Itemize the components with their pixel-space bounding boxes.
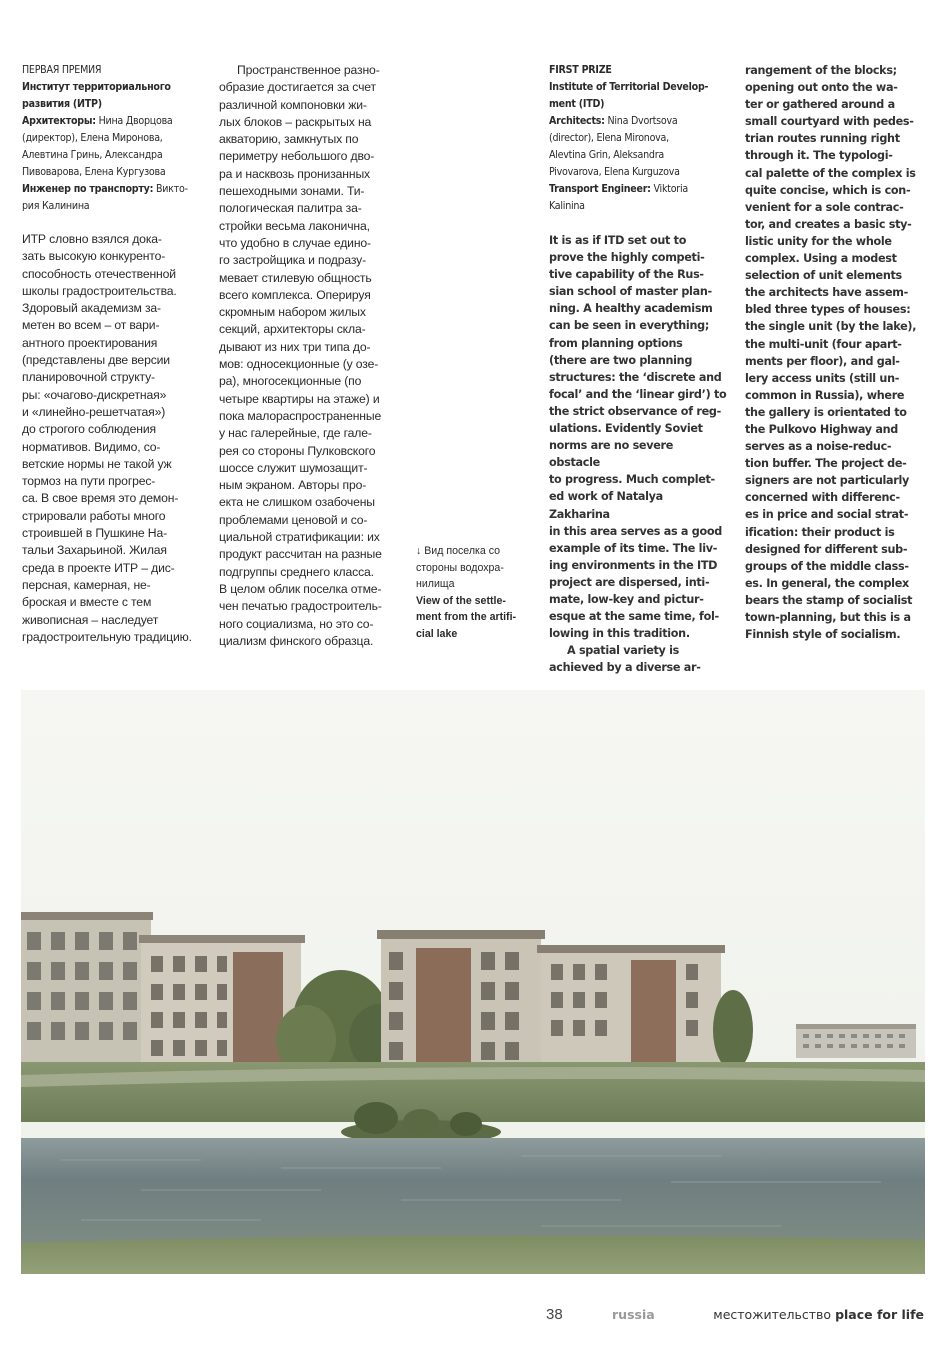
- text-line: Alevtina Grin, Aleksandra: [549, 149, 664, 161]
- text-line: ulations. Evidently Soviet: [549, 422, 703, 436]
- ru-credits: [22, 62, 202, 215]
- en-transport-label: Transport Engineer:: [549, 183, 651, 195]
- text-line: ments per floor), and gal-: [745, 354, 900, 368]
- running-title: [713, 1307, 924, 1322]
- text-line: продукт рассчитан на разные: [219, 547, 382, 562]
- text-line: ветские нормы не такой уж: [22, 456, 172, 471]
- text-line: groups of the middle class-: [745, 559, 909, 573]
- text-line: es. In general, the complex: [745, 576, 909, 590]
- text-line: шоссе служит шумозащит-: [219, 460, 368, 475]
- russian-column-1: [22, 62, 202, 646]
- text-line: броская и вместе с тем: [22, 595, 152, 610]
- text-line: Viktoria: [650, 183, 688, 195]
- text-line: tor, and creates a basic sty-: [745, 217, 912, 231]
- text-line: ter or gathered around a: [745, 98, 895, 112]
- text-line: акваторию, замкнутых по: [219, 132, 359, 147]
- text-line: ification: their product is: [745, 525, 895, 539]
- text-line: антного проектирования: [22, 335, 158, 350]
- en-transport: [549, 181, 727, 215]
- text-line: trian routes running right: [745, 132, 900, 146]
- text-line: common in Russia), where: [745, 388, 905, 402]
- text-line: живописная – наследует: [22, 612, 159, 627]
- text-line: the architects have assem-: [745, 286, 909, 300]
- text-line: ным экраном. Авторы про-: [219, 478, 367, 493]
- text-line: It is as if ITD set out to: [549, 234, 687, 247]
- text-line: градостроительную традицию.: [22, 629, 192, 644]
- en-paragraph-2: [745, 62, 927, 643]
- text-line: мов: односекционные (у озе-: [219, 357, 379, 372]
- text-line: ing environments in the ITD: [549, 558, 718, 572]
- text-line: тальи Захарьиной. Жилая: [22, 543, 167, 558]
- section-label: russia: [612, 1307, 655, 1322]
- text-line: quite concise, which is con-: [745, 183, 911, 197]
- text-line: среда в проекте ИТР – дис-: [22, 560, 175, 575]
- text-line: focal’ and the ‘linear gird’) to: [549, 387, 727, 401]
- text-line: тормоз на пути прогрес-: [22, 474, 156, 489]
- text-line: Finnish style of socialism.: [745, 628, 901, 642]
- running-title-ru: местожительство: [713, 1307, 832, 1322]
- text-line: ment from the artifi-: [416, 611, 517, 624]
- text-line: екта не слишком озабочены: [219, 495, 375, 510]
- en-credits: [549, 62, 727, 215]
- ru-paragraph-1: [22, 231, 202, 646]
- running-title-en: place for life: [835, 1307, 924, 1322]
- text-line: циальной стратификации: их: [219, 530, 380, 545]
- text-line: стройки весьма лаконична,: [219, 218, 370, 233]
- text-line: ↓ Вид поселка со: [416, 545, 501, 557]
- text-line: зать высокую конкуренто-: [22, 249, 166, 264]
- text-line: (представлены две версии: [22, 353, 170, 368]
- text-line: чен печатью градостроитель-: [219, 599, 382, 614]
- text-line: tive capability of the Rus-: [549, 268, 704, 282]
- text-line: Пространственное разно-: [237, 63, 380, 77]
- text-line: (директор), Елена Миронова,: [22, 132, 163, 144]
- text-line: Алевтина Гринь, Александра: [22, 149, 163, 161]
- ru-architects: [22, 113, 202, 181]
- text-line: bled three types of houses:: [745, 303, 911, 317]
- caption-en: [416, 593, 528, 643]
- text-line: различной компоновки жи-: [219, 97, 367, 112]
- ru-architects-label: Архитекторы:: [22, 115, 96, 127]
- text-line: the gallery is orientated to: [745, 405, 907, 419]
- text-line: sian school of master plan-: [549, 285, 712, 299]
- text-line: lery access units (still un-: [745, 371, 900, 385]
- building-left: [21, 912, 153, 1083]
- text-line: ра и насквозь пронизанных: [219, 166, 370, 181]
- text-line: го застройщика и подразу-: [219, 253, 367, 268]
- text-line: listic unity for the whole: [745, 234, 892, 248]
- text-line: (there are two planning: [549, 353, 693, 367]
- text-line: from planning options: [549, 336, 683, 350]
- text-line: complex. Using a modest: [745, 252, 897, 266]
- text-line: секций, архитекторы скла-: [219, 322, 366, 337]
- en-architects: [549, 113, 727, 181]
- text-line: пешеходными зонами. Ти-: [219, 184, 365, 199]
- text-line: signers are not particularly: [745, 474, 910, 488]
- page-number: 38: [546, 1306, 563, 1323]
- text-line: рея со стороны Пулковского: [219, 443, 376, 458]
- text-line: ры: «очагово-дискретная»: [22, 387, 167, 402]
- text-line: циализм финского образца.: [219, 633, 374, 648]
- distant-buildings: [796, 1024, 916, 1058]
- text-line: стрировали работы много: [22, 508, 166, 523]
- text-line: ning. A healthy academism: [549, 302, 713, 316]
- text-line: cial lake: [416, 627, 458, 640]
- settlement-photo: [21, 690, 925, 1274]
- text-line: проблемами ценовой и со-: [219, 512, 368, 527]
- text-line: Институт территориального: [22, 81, 171, 93]
- text-line: стороны водохра-: [416, 561, 504, 574]
- text-line: ed work of Natalya Zakharina: [549, 490, 663, 521]
- text-line: до строгого соблюдения: [22, 422, 156, 437]
- text-line: rangement of the blocks;: [745, 64, 897, 77]
- text-line: и «линейно-решетчатая»): [22, 404, 166, 419]
- text-line: образие достигается за счет: [219, 80, 376, 95]
- text-line: нормативов. Видимо, со-: [22, 439, 161, 454]
- text-line: персная, камерная, не-: [22, 577, 151, 592]
- text-line: through it. The typologi-: [745, 149, 893, 163]
- caption-column: [416, 62, 528, 643]
- text-line: serves as a noise-reduc-: [745, 440, 892, 454]
- ru-transport-label: Инженер по транспорту:: [22, 183, 154, 195]
- text-line: рия Калинина: [22, 200, 90, 212]
- text-line: ment (ITD): [549, 98, 605, 110]
- text-line: A spatial variety is: [567, 644, 680, 658]
- building-left-center: [139, 935, 305, 1082]
- text-line: cal palette of the complex is: [745, 166, 916, 180]
- caption-ru: [416, 543, 528, 593]
- text-line: concerned with differenc-: [745, 491, 900, 505]
- text-line: example of its time. The liv-: [549, 541, 718, 555]
- text-line: esque at the same time, fol-: [549, 610, 719, 624]
- ru-transport: [22, 181, 202, 215]
- text-line: скромным набором жилых: [219, 305, 366, 320]
- text-line: всего комплекса. Оперируя: [219, 287, 371, 302]
- text-line: selection of unit elements: [745, 269, 902, 283]
- text-line: Nina Dvortsova: [604, 115, 678, 127]
- text-line: the Pulkovo Highway and: [745, 422, 899, 436]
- text-line: школы градостроительства.: [22, 283, 177, 298]
- text-line: ИТР словно взялся дока-: [22, 232, 162, 246]
- page-footer: [0, 1305, 935, 1327]
- english-column-1: [549, 62, 727, 676]
- photo-caption: [416, 543, 528, 643]
- text-line: что удобно в случае едино-: [219, 235, 371, 250]
- russian-column-2: [219, 62, 397, 650]
- text-line: В целом облик поселка отме-: [219, 581, 382, 596]
- text-line: tion buffer. The project de-: [745, 457, 907, 471]
- text-line: планировочной структу-: [22, 370, 155, 385]
- text-line: Здоровый академизм за-: [22, 301, 161, 316]
- text-line: project are dispersed, inti-: [549, 575, 710, 589]
- text-line: es in price and social strat-: [745, 508, 909, 522]
- text-line: у нас галерейные, где гале-: [219, 426, 372, 441]
- text-line: дывают из них три типа до-: [219, 339, 371, 354]
- text-line: bears the stamp of socialist: [745, 593, 913, 607]
- text-line: can be seen in everything;: [549, 319, 709, 333]
- text-line: View of the settle-: [416, 594, 506, 607]
- text-line: mate, low-key and pictur-: [549, 592, 704, 606]
- text-line: in this area serves as a good: [549, 524, 722, 538]
- text-line: Institute of Territorial Develop-: [549, 81, 709, 93]
- text-line: venient for a sole contrac-: [745, 200, 904, 214]
- text-line: prove the highly competi-: [549, 251, 705, 265]
- text-line: the single unit (by the lake),: [745, 320, 917, 334]
- en-institute: [549, 79, 727, 113]
- text-line: са. В свое время это демон-: [22, 491, 179, 506]
- text-line: the strict observance of reg-: [549, 404, 721, 418]
- text-line: (director), Elena Mironova,: [549, 132, 669, 144]
- ru-institute: [22, 79, 202, 113]
- settlement-illustration: [21, 690, 925, 1274]
- en-prize: FIRST PRIZE: [549, 64, 612, 76]
- text-line: Kalinina: [549, 200, 585, 212]
- text-line: пологическая палитра за-: [219, 201, 362, 216]
- text-line: small courtyard with pedes-: [745, 115, 914, 129]
- ru-paragraph-2: [219, 62, 397, 650]
- text-line: achieved by a diverse ar-: [549, 661, 701, 675]
- english-column-2: [745, 62, 927, 643]
- text-line: lowing in this tradition.: [549, 627, 690, 641]
- text-line: нилища: [416, 578, 455, 591]
- text-line: Нина Дворцова: [95, 115, 173, 127]
- text-line: Викто-: [153, 183, 188, 195]
- text-line: периметру небольшого дво-: [219, 149, 375, 164]
- text-line: метен во всем – от вари-: [22, 318, 160, 333]
- text-line: подгруппы среднего класса.: [219, 564, 374, 579]
- text-line: designed for different sub-: [745, 542, 908, 556]
- building-right: [537, 945, 753, 1077]
- text-line: structures: the ‘discrete and: [549, 370, 722, 384]
- text-line: способность отечественной: [22, 266, 176, 281]
- foreground-grass: [21, 1236, 925, 1274]
- text-line: развития (ИТР): [22, 98, 102, 110]
- text-line: строившей в Пушкине На-: [22, 526, 167, 541]
- text-line: ного социализма, но это со-: [219, 616, 374, 631]
- text-line: opening out onto the wa-: [745, 81, 898, 95]
- text-line: norms are no severe obstacle: [549, 439, 674, 470]
- text-line: town-planning, but this is a: [745, 611, 911, 624]
- text-line: the multi-unit (four apart-: [745, 337, 902, 351]
- text-line: мевает стилевую общность: [219, 270, 372, 285]
- text-line: лых блоков – раскрытых на: [219, 114, 372, 129]
- ru-prize: ПЕРВАЯ ПРЕМИЯ: [22, 64, 102, 76]
- en-architects-label: Architects:: [549, 115, 605, 127]
- text-line: to progress. Much complet-: [549, 473, 715, 487]
- text-line: четыре квартиры на этаже) и: [219, 391, 380, 406]
- text-line: Pivovarova, Elena Kurguzova: [549, 166, 680, 178]
- text-line: Пивоварова, Елена Кургузова: [22, 166, 166, 178]
- en-paragraph-1: [549, 232, 727, 676]
- text-line: ра), многосекционные (по: [219, 374, 362, 389]
- text-line: пока малораспространенные: [219, 408, 382, 423]
